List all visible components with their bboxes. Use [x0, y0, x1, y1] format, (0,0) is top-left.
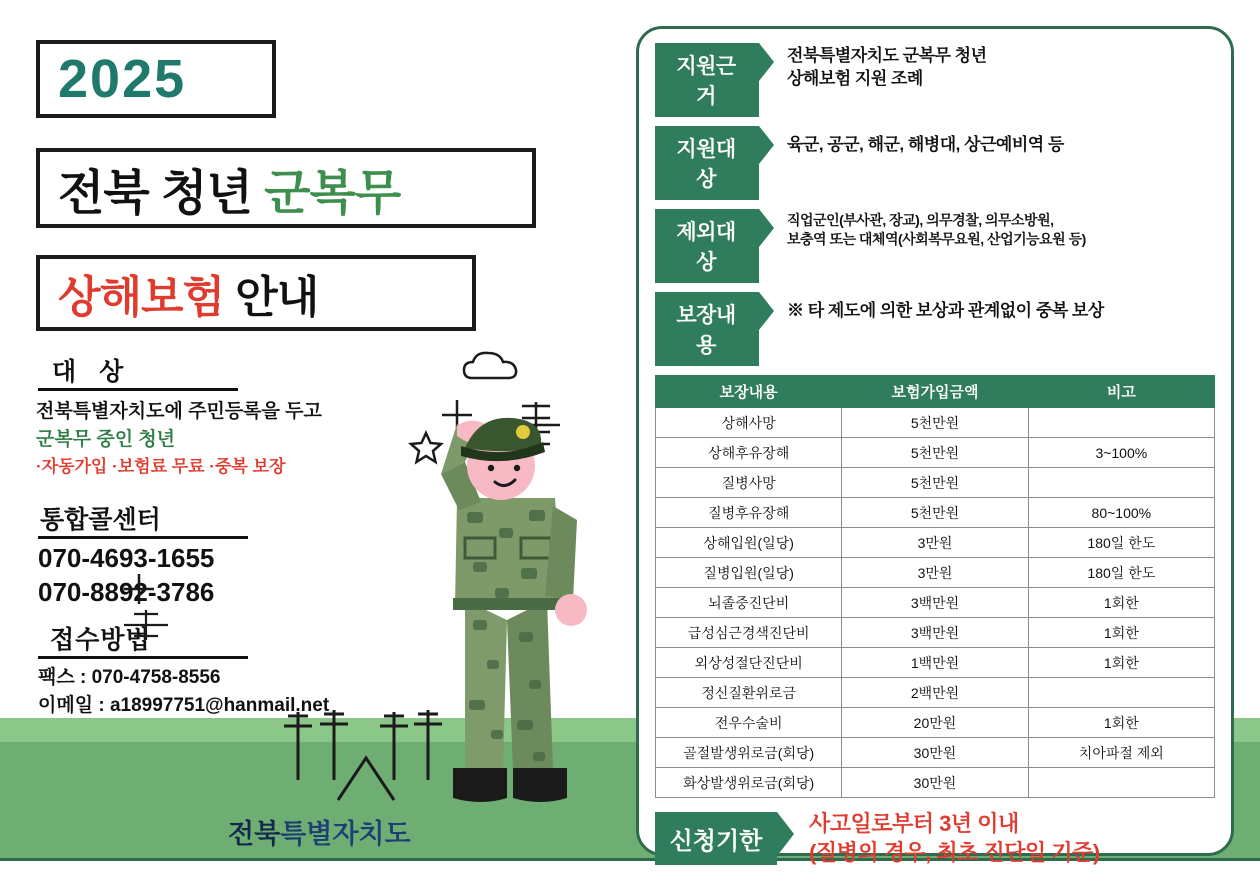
cell-note: 1회한: [1028, 648, 1214, 678]
table-row: [656, 618, 1215, 648]
cell-coverage: 질병후유장해: [656, 498, 842, 528]
crosshair-icon-2: [120, 608, 172, 642]
cell-amount: 3만원: [842, 528, 1028, 558]
cell-amount: 3백만원: [842, 618, 1028, 648]
cell-amount: 30만원: [842, 738, 1028, 768]
cell-coverage: 상해사망: [656, 408, 842, 438]
benefits-table-body: [656, 408, 1215, 798]
cell-coverage: 뇌졸중진단비: [656, 588, 842, 618]
cell-coverage: 외상성절단진단비: [656, 648, 842, 678]
title-year: 2025: [58, 49, 187, 109]
info-row-coverage: [655, 292, 1215, 366]
plus-doodle-icon-2: [122, 572, 156, 606]
soldier-illustration: [395, 370, 645, 830]
target-line-1: 전북특별자치도에 주민등록을 두고: [36, 401, 322, 422]
title-line3-part-b: 안내: [224, 273, 319, 322]
target-heading: 대 상: [52, 358, 132, 386]
title-line3-box: [36, 255, 476, 331]
table-row: [656, 468, 1215, 498]
title-line3: [58, 261, 318, 325]
text-excluded-line-2: 보충역 또는 대체역(사회복무요원, 산업기능요원 등): [787, 230, 1086, 247]
cell-note: 3~100%: [1028, 438, 1214, 468]
table-header-coverage: 보장내용: [656, 376, 842, 408]
cell-coverage: 질병사망: [656, 468, 842, 498]
text-deadline: [809, 810, 1100, 867]
cell-amount: 5천만원: [842, 498, 1028, 528]
cell-amount: 5천만원: [842, 468, 1028, 498]
cell-coverage: 전우수술비: [656, 708, 842, 738]
province-logo-part-b: 특별자치도: [280, 819, 411, 849]
info-card: [636, 26, 1234, 865]
cell-coverage: 급성심근경색진단비: [656, 618, 842, 648]
title-line2-part-a: 전북 청년: [58, 166, 265, 220]
cell-note: [1028, 768, 1214, 798]
cell-amount: 3만원: [842, 558, 1028, 588]
cell-note: 1회한: [1028, 588, 1214, 618]
text-support-basis: [787, 43, 987, 91]
left-column: [0, 0, 620, 891]
apply-fax: 팩스 : 070-4758-8556: [38, 667, 221, 688]
callcenter-underline: [38, 536, 248, 539]
table-row: [656, 648, 1215, 678]
text-eligible: [787, 126, 1064, 157]
target-line-2: 군복무 중인 청년: [36, 429, 176, 450]
tag-coverage: 보장내용: [655, 292, 759, 366]
info-row-eligible: [655, 126, 1215, 200]
text-excluded-line-1: 직업군인(부사관, 장교), 의무경찰, 의무소방원,: [787, 212, 1054, 228]
province-logo-part-a: 전북: [228, 819, 281, 849]
text-eligible-line-1: 육군, 공군, 해군, 해병대, 상근예비역 등: [787, 135, 1064, 154]
province-logo: [228, 812, 411, 851]
target-heading-underline: [38, 388, 238, 391]
cell-amount: 3백만원: [842, 588, 1028, 618]
text-deadline-line-1: 사고일로부터 3년 이내: [809, 811, 1019, 836]
text-support-basis-line-2: 상해보험 지원 조례: [787, 68, 923, 88]
cell-note: 1회한: [1028, 618, 1214, 648]
info-row-excluded: [655, 209, 1215, 283]
title-line2-part-b: 군복무: [264, 166, 401, 220]
table-row: [656, 738, 1215, 768]
text-excluded: [787, 209, 1086, 249]
callcenter-phone-1: 070-4693-1655: [38, 543, 215, 573]
callcenter-heading: 통합콜센터: [40, 506, 161, 534]
apply-heading: 접수방법: [50, 626, 151, 654]
table-header-row: [656, 376, 1215, 408]
title-line2: [58, 154, 400, 223]
title-year-box: [36, 40, 276, 118]
table-row: [656, 588, 1215, 618]
tag-eligible: 지원대상: [655, 126, 759, 200]
target-line-3: ·자동가입 ·보험료 무료 ·중복 보장: [36, 457, 286, 476]
text-coverage: [787, 292, 1104, 323]
apply-email: 이메일 : a18997751@hanmail.net: [38, 695, 330, 716]
cell-note: 180일 한도: [1028, 528, 1214, 558]
title-line3-part-a: 상해보험: [58, 273, 225, 322]
table-row: [656, 768, 1215, 798]
cell-note: [1028, 468, 1214, 498]
table-header-note: 비고: [1028, 376, 1214, 408]
cell-coverage: 골절발생위로금(회당): [656, 738, 842, 768]
apply-underline: [38, 656, 248, 659]
text-support-basis-line-1: 전북특별자치도 군복무 청년: [787, 46, 987, 65]
table-row: [656, 498, 1215, 528]
callcenter-phone-2: 070-8892-3786: [38, 577, 215, 607]
cell-coverage: 상해입원(일당): [656, 528, 842, 558]
cell-note: 치아파절 제외: [1028, 738, 1214, 768]
tag-support-basis: 지원근거: [655, 43, 759, 117]
cell-note: [1028, 678, 1214, 708]
table-row: [656, 438, 1215, 468]
cell-coverage: 정신질환위로금: [656, 678, 842, 708]
tag-deadline: 신청기한: [655, 812, 777, 865]
benefits-table: [655, 375, 1215, 798]
cell-note: 1회한: [1028, 708, 1214, 738]
text-deadline-line-2: (질병의 경우, 최초 진단일 기준): [809, 839, 1100, 865]
cell-amount: 20만원: [842, 708, 1028, 738]
table-row: [656, 678, 1215, 708]
table-header-amount: 보험가입금액: [842, 376, 1028, 408]
cell-amount: 5천만원: [842, 438, 1028, 468]
cell-note: 180일 한도: [1028, 558, 1214, 588]
tag-excluded: 제외대상: [655, 209, 759, 283]
info-row-support-basis: [655, 43, 1215, 117]
text-coverage-line-1: ※ 타 제도에 의한 보상과 관계없이 중복 보상: [787, 301, 1104, 320]
info-row-deadline: [655, 810, 1215, 867]
title-line2-box: [36, 148, 536, 228]
table-row: [656, 408, 1215, 438]
cell-note: 80~100%: [1028, 498, 1214, 528]
cell-amount: 5천만원: [842, 408, 1028, 438]
table-row: [656, 558, 1215, 588]
cell-coverage: 질병입원(일당): [656, 558, 842, 588]
cell-amount: 30만원: [842, 768, 1028, 798]
cell-coverage: 상해후유장해: [656, 438, 842, 468]
cell-note: [1028, 408, 1214, 438]
table-row: [656, 528, 1215, 558]
cell-amount: 2백만원: [842, 678, 1028, 708]
cell-amount: 1백만원: [842, 648, 1028, 678]
table-row: [656, 708, 1215, 738]
cell-coverage: 화상발생위로금(회당): [656, 768, 842, 798]
